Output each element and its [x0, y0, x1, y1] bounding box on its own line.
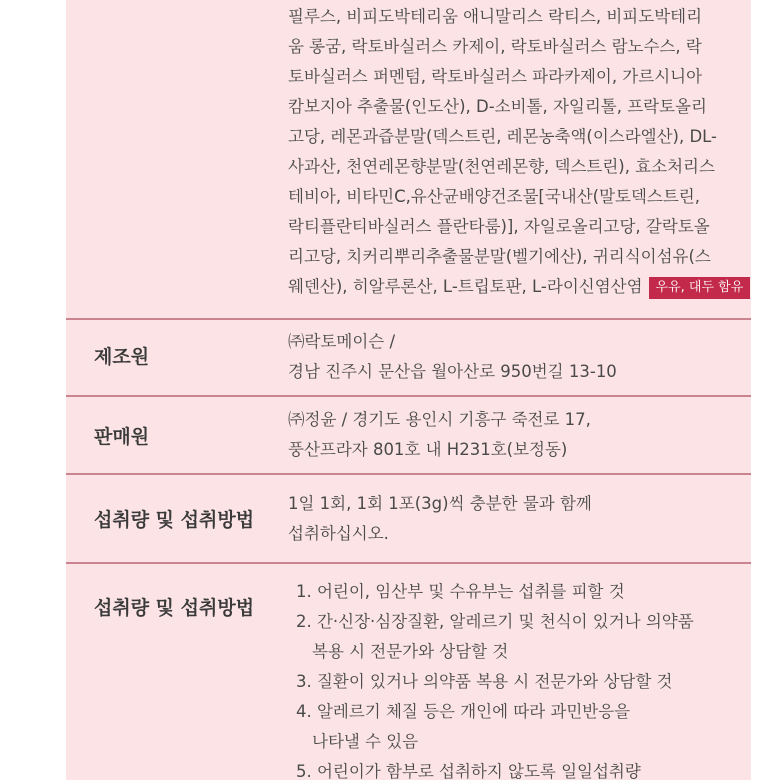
caution-item: 나타낼 수 있음 [312, 732, 419, 751]
product-info-panel [66, 0, 751, 780]
seller-value [288, 405, 738, 465]
manufacturer-label: 제조원 [94, 346, 150, 368]
ingredient-line [288, 272, 744, 302]
cautions-label: 섭취량 및 섭취방법 [94, 597, 255, 619]
ingredient-line [288, 32, 738, 62]
ingredient-line [288, 122, 738, 152]
divider [66, 318, 751, 320]
cautions-list [296, 577, 746, 780]
ingredient-text: 락티플란티바실러스 플란타룸)], 자일로올리고당, 갈락토올 [288, 217, 710, 236]
ingredient-line [288, 62, 738, 92]
divider [66, 562, 751, 564]
intake-label: 섭취량 및 섭취방법 [94, 509, 255, 531]
caution-item: 복용 시 전문가와 상담할 것 [312, 642, 509, 661]
allergen-badge: 우유, 대두 함유 [649, 277, 751, 299]
seller-label: 판매원 [94, 426, 150, 448]
ingredient-text: 웨덴산), 히알루론산, L-트립토판, L-라이신염산염 [288, 277, 643, 296]
ingredients-text [288, 2, 744, 302]
ingredient-text: 사과산, 천연레몬향분말(천연레몬향, 덱스트린), 효소처리스 [288, 157, 715, 176]
ingredient-text: 테비아, 비타민C,유산균배양건조물[국내산(말토덱스트린, [288, 187, 700, 206]
divider [66, 395, 751, 397]
ingredient-line [288, 152, 738, 182]
ingredient-line [288, 182, 738, 212]
ingredient-text: 움 롱굼, 락토바실러스 카제이, 락토바실러스 람노수스, 락 [288, 37, 702, 56]
caution-item: 3. 질환이 있거나 의약품 복용 시 전문가와 상담할 것 [296, 672, 673, 691]
caution-item: 4. 알레르기 체질 등은 개인에 따라 과민반응을 [296, 702, 631, 721]
caution-item: 2. 간·신장·심장질환, 알레르기 및 천식이 있거나 의약품 [296, 612, 694, 631]
intake-value [288, 489, 738, 549]
manufacturer-value [288, 327, 738, 387]
ingredient-text: 토바실러스 퍼멘텀, 락토바실러스 파라카제이, 가르시니아 [288, 67, 703, 86]
ingredient-text: 고당, 레몬과즙분말(덱스트린, 레몬농축액(이스라엘산), DL- [288, 127, 718, 146]
ingredient-line [288, 92, 738, 122]
seller-line: ㈜정윤 / 경기도 용인시 기흥구 죽전로 17, [288, 410, 591, 429]
seller-line: 풍산프라자 801호 내 H231호(보정동) [288, 440, 568, 459]
ingredient-line [288, 242, 738, 272]
divider [66, 473, 751, 475]
ingredient-text: 캄보지아 추출물(인도산), D-소비톨, 자일리톨, 프락토올리 [288, 97, 707, 116]
ingredient-line [288, 212, 738, 242]
caution-item: 5. 어린이가 함부로 섭취하지 않도록 일일섭취량 [296, 762, 641, 780]
manufacturer-line: 경남 진주시 문산읍 월아산로 950번길 13-10 [288, 362, 617, 381]
ingredient-line [288, 2, 738, 32]
manufacturer-line: ㈜락토메이슨 / [288, 332, 395, 351]
intake-line: 섭취하십시오. [288, 524, 389, 543]
intake-line: 1일 1회, 1회 1포(3g)씩 충분한 물과 함께 [288, 494, 592, 513]
ingredient-text: 리고당, 치커리뿌리추출물분말(벨기에산), 귀리식이섬유(스 [288, 247, 711, 266]
caution-item: 1. 어린이, 임산부 및 수유부는 섭취를 피할 것 [296, 582, 625, 601]
ingredient-text: 필루스, 비피도박테리움 애니말리스 락티스, 비피도박테리 [288, 7, 703, 26]
